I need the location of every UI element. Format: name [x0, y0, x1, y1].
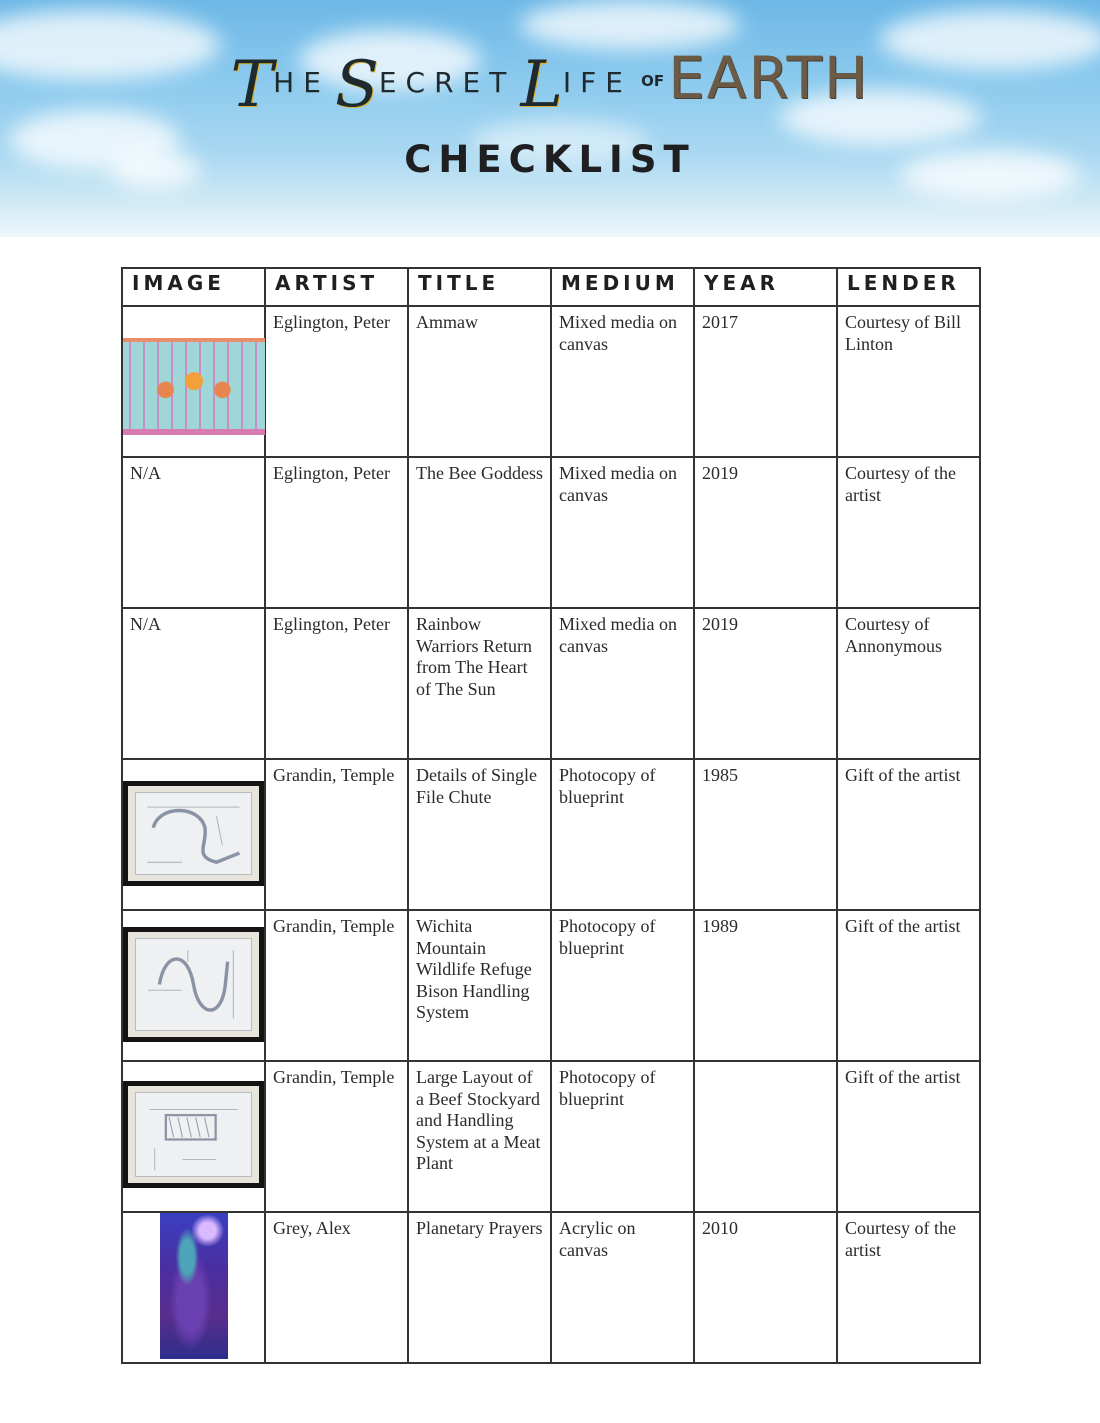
- column-header-lender: LENDER: [837, 268, 980, 306]
- table-row: [122, 457, 980, 608]
- lender-cell: Courtesy of Annonymous: [837, 608, 980, 759]
- image-cell: [122, 759, 265, 910]
- artwork-thumbnail-ammaw: [123, 338, 265, 435]
- logo-word-earth: EARTH: [668, 44, 870, 112]
- artist-cell: Eglington, Peter: [265, 457, 408, 608]
- title-cell: Large Layout of a Beef Stockyard and Handling System at a Meat Plant: [408, 1061, 551, 1212]
- table-header-row: [122, 268, 980, 306]
- checklist-table: [121, 267, 981, 1364]
- column-header-title: TITLE: [408, 268, 551, 306]
- year-cell: 2010: [694, 1212, 837, 1363]
- table-row: [122, 1212, 980, 1363]
- medium-cell: Photocopy of blueprint: [551, 759, 694, 910]
- image-cell: N/A: [122, 608, 265, 759]
- medium-cell: Acrylic on canvas: [551, 1212, 694, 1363]
- lender-cell: Gift of the artist: [837, 1061, 980, 1212]
- title-cell: Rainbow Warriors Return from The Heart of The Sun: [408, 608, 551, 759]
- lender-cell: Courtesy of the artist: [837, 1212, 980, 1363]
- artwork-thumbnail-planetary-prayers: [160, 1213, 228, 1359]
- artist-cell: Eglington, Peter: [265, 306, 408, 457]
- image-cell: [122, 1212, 265, 1363]
- logo-word-secret: ECRET: [378, 66, 516, 99]
- artist-cell: Grandin, Temple: [265, 910, 408, 1061]
- medium-cell: Mixed media on canvas: [551, 608, 694, 759]
- blueprint-drawing-icon: [136, 939, 251, 1030]
- sky-banner: [0, 0, 1100, 237]
- lender-cell: Gift of the artist: [837, 910, 980, 1061]
- logo-word-the: HE: [273, 66, 330, 99]
- artist-cell: Grandin, Temple: [265, 759, 408, 910]
- title-cell: The Bee Goddess: [408, 457, 551, 608]
- artwork-thumbnail-blueprint: [123, 781, 264, 886]
- medium-cell: Photocopy of blueprint: [551, 1061, 694, 1212]
- logo-word-life: IFE: [562, 66, 632, 99]
- artwork-thumbnail-blueprint: [123, 1081, 264, 1188]
- lender-cell: Courtesy of Bill Linton: [837, 306, 980, 457]
- artist-cell: Eglington, Peter: [265, 608, 408, 759]
- logo-initial-l: L: [520, 48, 563, 122]
- year-cell: [694, 1061, 837, 1212]
- year-cell: 1985: [694, 759, 837, 910]
- column-header-medium: MEDIUM: [551, 268, 694, 306]
- title-cell: Details of Single File Chute: [408, 759, 551, 910]
- column-header-artist: ARTIST: [265, 268, 408, 306]
- year-cell: 2019: [694, 608, 837, 759]
- artist-cell: Grandin, Temple: [265, 1061, 408, 1212]
- logo-initial-s: S: [334, 48, 379, 122]
- medium-cell: Mixed media on canvas: [551, 306, 694, 457]
- table-row: [122, 306, 980, 457]
- logo-word-of: OF: [641, 72, 665, 90]
- image-cell: [122, 910, 265, 1061]
- cloud: [520, 0, 740, 50]
- medium-cell: Mixed media on canvas: [551, 457, 694, 608]
- lender-cell: Courtesy of the artist: [837, 457, 980, 608]
- page-title: CHECKLIST: [404, 138, 696, 181]
- table-row: [122, 608, 980, 759]
- title-cell: Ammaw: [408, 306, 551, 457]
- image-cell: [122, 306, 265, 457]
- table-row: [122, 910, 980, 1061]
- medium-cell: Photocopy of blueprint: [551, 910, 694, 1061]
- year-cell: 2017: [694, 306, 837, 457]
- exhibition-logo: [0, 44, 1100, 122]
- logo-initial-t: T: [230, 48, 274, 122]
- title-cell: Planetary Prayers: [408, 1212, 551, 1363]
- year-cell: 1989: [694, 910, 837, 1061]
- blueprint-drawing-icon: [136, 1093, 251, 1176]
- lender-cell: Gift of the artist: [837, 759, 980, 910]
- column-header-image: IMAGE: [122, 268, 265, 306]
- artist-cell: Grey, Alex: [265, 1212, 408, 1363]
- column-header-year: YEAR: [694, 268, 837, 306]
- image-cell: [122, 1061, 265, 1212]
- artwork-thumbnail-blueprint: [123, 927, 264, 1042]
- blueprint-drawing-icon: [136, 793, 251, 874]
- table-row: [122, 1061, 980, 1212]
- table-row: [122, 759, 980, 910]
- title-cell: Wichita Mountain Wildlife Refuge Bison Handling System: [408, 910, 551, 1061]
- year-cell: 2019: [694, 457, 837, 608]
- image-cell: N/A: [122, 457, 265, 608]
